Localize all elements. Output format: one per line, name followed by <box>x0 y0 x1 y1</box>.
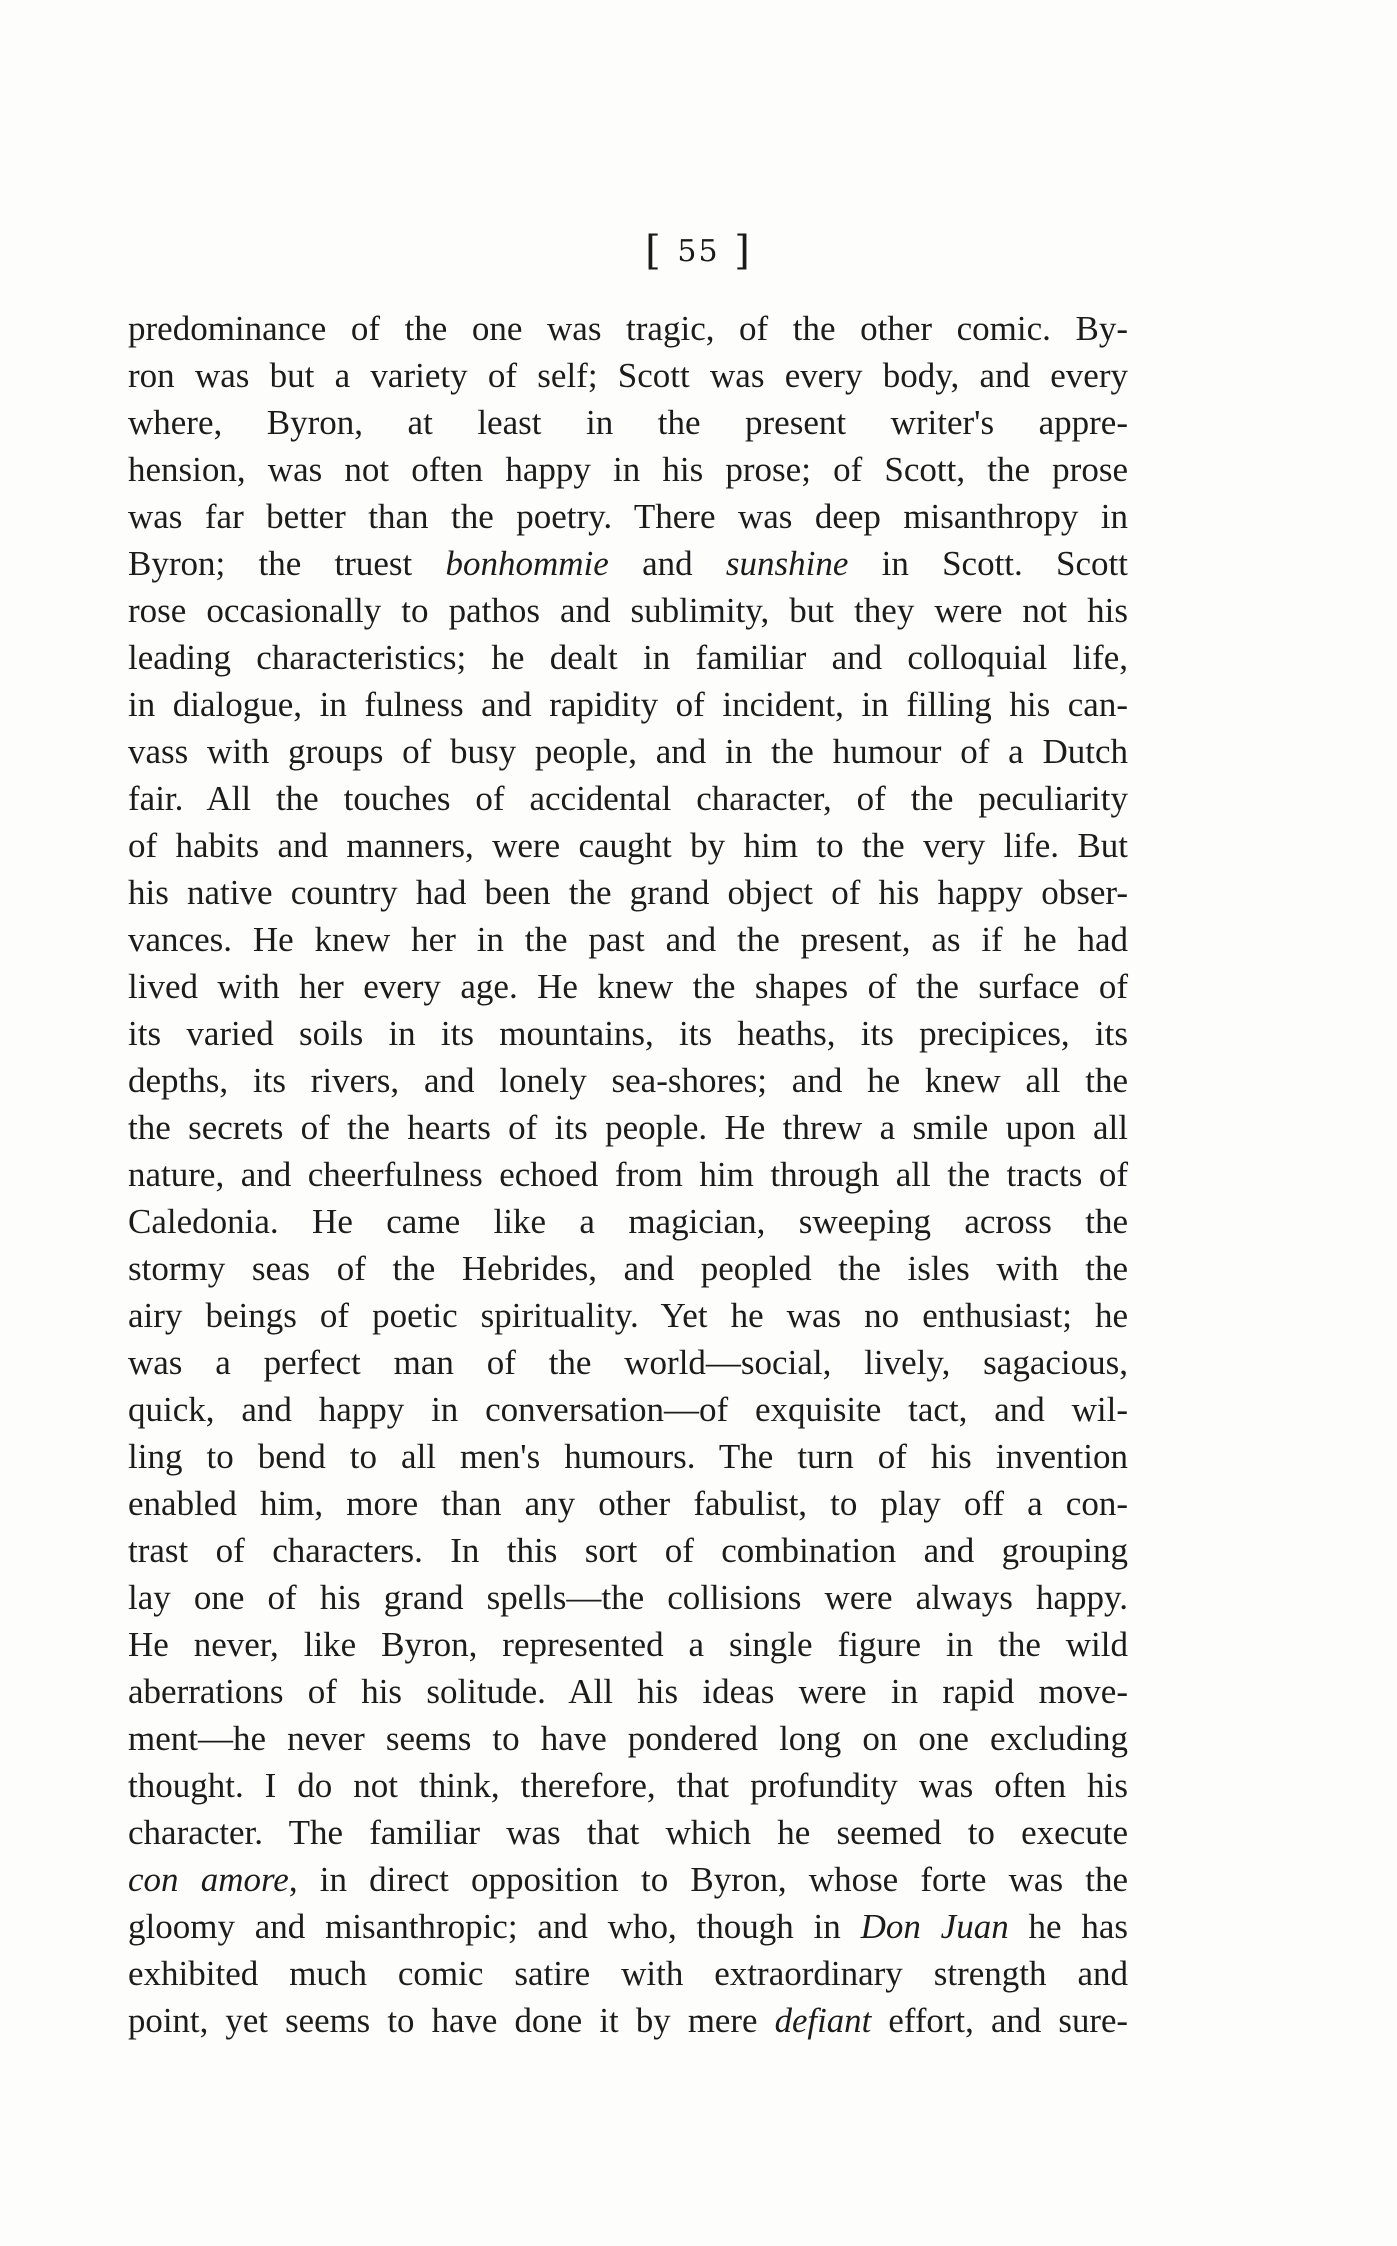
text-line <box>128 1997 1128 2044</box>
text-run: character. The familiar was that which he seemed to execute <box>128 1813 1128 1852</box>
body-text <box>128 305 1128 2044</box>
text-line <box>128 728 1128 775</box>
italic-text: con amore <box>128 1860 289 1899</box>
text-run: airy beings of poetic spirituality. Yet he was no enthusiast; he <box>128 1296 1128 1335</box>
text-run: aberrations of his solitude. All his ideas were in rapid move- <box>128 1672 1128 1711</box>
text-run: his native country had been the grand object of his happy obser- <box>128 873 1128 912</box>
text-line <box>128 587 1128 634</box>
text-run: quick, and happy in conversation—of exquisite tact, and wil- <box>128 1390 1128 1429</box>
text-run: thought. I do not think, therefore, that profundity was often his <box>128 1766 1128 1805</box>
text-run: in dialogue, in fulness and rapidity of incident, in filling his can- <box>128 685 1128 724</box>
text-line <box>128 1245 1128 1292</box>
text-run: was far better than the poetry. There was deep misanthropy in <box>128 497 1128 536</box>
text-run: vass with groups of busy people, and in the humour of a Dutch <box>128 732 1128 771</box>
text-run: its varied soils in its mountains, its heaths, its precipices, its <box>128 1014 1128 1053</box>
text-run: the secrets of the hearts of its people. He threw a smile upon all <box>128 1108 1128 1147</box>
text-run: ment—he never seems to have pondered long on one excluding <box>128 1719 1128 1758</box>
text-run: , in direct opposition to Byron, whose forte was the <box>288 1860 1128 1899</box>
italic-text: sunshine <box>725 544 849 583</box>
text-line <box>128 399 1128 446</box>
text-run: and <box>608 544 726 583</box>
text-line <box>128 1668 1128 1715</box>
text-line <box>128 1527 1128 1574</box>
text-run: Byron; the truest <box>128 544 446 583</box>
text-run: nature, and cheerfulness echoed from him through all the tracts of <box>128 1155 1128 1194</box>
text-line <box>128 963 1128 1010</box>
text-line <box>128 916 1128 963</box>
text-run: leading characteristics; he dealt in familiar and colloquial life, <box>128 638 1128 677</box>
text-line <box>128 1104 1128 1151</box>
text-run: of habits and manners, were caught by him to the very life. But <box>128 826 1128 865</box>
text-line <box>128 1715 1128 1762</box>
text-run: depths, its rivers, and lonely sea-shores; and he knew all the <box>128 1061 1128 1100</box>
text-line <box>128 493 1128 540</box>
page-number: [ 55 ] <box>645 228 752 274</box>
text-line <box>128 540 1128 587</box>
text-line <box>128 1198 1128 1245</box>
text-line <box>128 1809 1128 1856</box>
italic-text: bonhommie <box>445 544 609 583</box>
text-run: enabled him, more than any other fabulist, to play off a con- <box>128 1484 1128 1523</box>
text-line <box>128 1292 1128 1339</box>
text-line <box>128 634 1128 681</box>
text-run: lived with her every age. He knew the shapes of the surface of <box>128 967 1128 1006</box>
text-line <box>128 869 1128 916</box>
text-run: effort, and sure- <box>871 2001 1128 2040</box>
text-run: ron was but a variety of self; Scott was every body, and every <box>128 356 1128 395</box>
text-line <box>128 1856 1128 1903</box>
text-line <box>128 1762 1128 1809</box>
text-line <box>128 1950 1128 1997</box>
text-line <box>128 446 1128 493</box>
text-run: ling to bend to all men's humours. The turn of his invention <box>128 1437 1128 1476</box>
text-line <box>128 1386 1128 1433</box>
text-run: was a perfect man of the world—social, lively, sagacious, <box>128 1343 1128 1382</box>
text-run: in Scott. Scott <box>848 544 1128 583</box>
text-line <box>128 1057 1128 1104</box>
italic-text: Don Juan <box>860 1907 1009 1946</box>
text-run: He never, like Byron, represented a single figure in the wild <box>128 1625 1128 1664</box>
text-line <box>128 681 1128 728</box>
text-line <box>128 305 1128 352</box>
text-line <box>128 1621 1128 1668</box>
text-line <box>128 1574 1128 1621</box>
text-run: fair. All the touches of accidental character, of the peculiarity <box>128 779 1128 818</box>
text-line <box>128 1433 1128 1480</box>
text-line <box>128 775 1128 822</box>
text-line <box>128 822 1128 869</box>
text-run: Caledonia. He came like a magician, sweeping across the <box>128 1202 1128 1241</box>
text-run: point, yet seems to have done it by mere <box>128 2001 775 2040</box>
text-run: trast of characters. In this sort of combination and grouping <box>128 1531 1128 1570</box>
text-line <box>128 352 1128 399</box>
text-line <box>128 1339 1128 1386</box>
text-run: gloomy and misanthropic; and who, though in <box>128 1907 861 1946</box>
text-run: lay one of his grand spells—the collisions were always happy. <box>128 1578 1128 1617</box>
text-line <box>128 1010 1128 1057</box>
text-line <box>128 1480 1128 1527</box>
text-run: predominance of the one was tragic, of the other comic. By- <box>128 309 1128 348</box>
text-run: stormy seas of the Hebrides, and peopled the isles with the <box>128 1249 1128 1288</box>
text-run: he has <box>1008 1907 1128 1946</box>
text-line <box>128 1151 1128 1198</box>
text-run: hension, was not often happy in his prose; of Scott, the prose <box>128 450 1128 489</box>
page-number-value: 55 <box>677 234 720 269</box>
text-run: rose occasionally to pathos and sublimity, but they were not his <box>128 591 1128 630</box>
text-run: where, Byron, at least in the present writer's appre- <box>128 403 1128 442</box>
italic-text: defiant <box>774 2001 872 2040</box>
text-run: exhibited much comic satire with extraordinary strength and <box>128 1954 1128 1993</box>
text-run: vances. He knew her in the past and the present, as if he had <box>128 920 1128 959</box>
text-line <box>128 1903 1128 1950</box>
